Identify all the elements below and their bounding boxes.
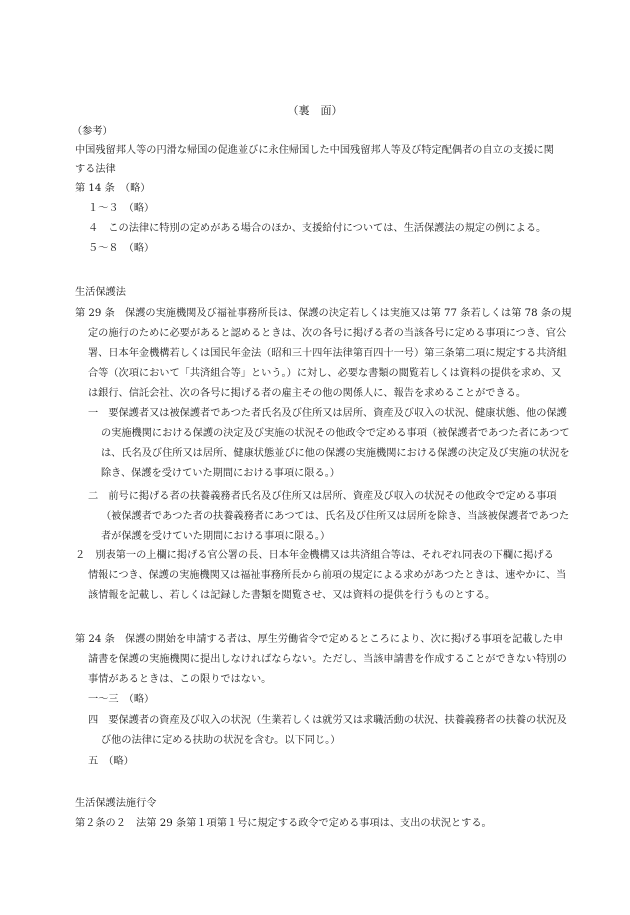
law-title: 生活保護法施行令 <box>75 798 157 809</box>
article-29-line: 第 29 条 保護の実施機関及び福祉事務所長は、保護の決定若しくは実施又は第 77 条若しくは第 78 条の規 <box>75 308 572 319</box>
article-29-line: は銀行、信託会社、次の各号に掲げる者の雇主その他の関係人に、報告を求めることができる。 <box>88 388 527 399</box>
law-title: 生活保護法 <box>75 287 126 298</box>
item-1-line: の実施機関における保護の決定及び実施の状況その他政令で定める事項（被保護者であつた者にあつて <box>101 428 570 439</box>
reference-label: （参考） <box>72 126 113 137</box>
item-2-line: 二 前号に掲げる者の扶養義務者氏名及び住所又は居所、資産及び収入の状況その他政令で定める事項 <box>88 491 557 502</box>
article-2-2: 第２条の２ 法第 29 条第１項第１号に規定する政令で定める事項は、支出の状況とする。 <box>75 818 492 829</box>
article-24-line: 第 24 条 保護の開始を申請する者は、厚生労働省令で定めるところにより、次に掲げる事項を記載した申 <box>75 634 564 645</box>
paragraph-2-line: 情報につき、保護の実施機関又は福祉事務所長から前項の規定による求めがあつたときは、速やかに、当 <box>88 570 567 581</box>
article-24-line: 請書を保護の実施機関に提出しなければならない。ただし、当該申請書を作成することができない特別の <box>88 654 567 665</box>
paragraphs-5-8: ５～８ （略） <box>88 243 155 254</box>
paragraphs-1-3: １～３ （略） <box>88 203 155 214</box>
page-heading: （裏 面） <box>287 104 343 117</box>
item-1-line: 一 要保護者又は被保護者であつた者氏名及び住所又は居所、資産及び収入の状況、健康状態、他の保護 <box>88 408 567 419</box>
article-29-line: 合等（次項において「共済組合等」という。）に対し、必要な書類の閲覧若しくは資料の提供を求め、又 <box>88 368 562 379</box>
article-29-line: 署、日本年金機構若しくは国民年金法（昭和三十四年法律第百四十一号）第三条第二項に規定する共済組 <box>88 348 567 359</box>
article-24-line: 事情があるときは、この限りではない。 <box>88 674 272 685</box>
paragraph-2-line: 該情報を記載し、若しくは記録した書類を閲覧させ、又は資料の提供を行うものとする。 <box>88 590 496 601</box>
item-1-line: 除き、保護を受けていた期間における事項に限る。） <box>101 468 340 479</box>
article-14: 第 14 条 （略） <box>75 183 151 194</box>
law-title-line: 中国残留邦人等の円滑な帰国の促進並びに永住帰国した中国残留邦人等及び特定配偶者の自立の支援に関 <box>75 145 554 156</box>
item-1-line: は、氏名及び住所又は居所、健康状態並びに他の保護の実施機関における保護の決定及び実施の状況を <box>101 448 570 459</box>
item-4-line: 四 要保護者の資産及び収入の状況（生業若しくは就労又は求職活動の状況、扶養義務者の扶養の状況及 <box>88 715 567 726</box>
item-2-line: （被保護者であつた者の扶養義務者にあつては、氏名及び住所又は居所を除き、当該被保護者であつた <box>101 511 570 522</box>
law-title-line: する法律 <box>75 164 116 175</box>
item-4-line: び他の法律に定める扶助の状況を含む。以下同じ。） <box>101 735 341 746</box>
paragraph-4: ４ この法律に特別の定めがある場合のほか、支援給付については、生活保護法の規定の例による。 <box>88 223 547 234</box>
item-2-line: 者が保護を受けていた期間における事項に限る。） <box>101 531 331 542</box>
article-29-line: 定の施行のために必要があると認めるときは、次の各号に掲げる者の当該各号に定める事項につき、官公 <box>88 328 567 339</box>
items-1-3: 一～三 （略） <box>88 694 155 705</box>
item-5: 五 （略） <box>88 756 134 767</box>
paragraph-2-line: ２ 別表第一の上欄に掲げる官公署の長、日本年金機構又は共済組合等は、それぞれ同表の下欄に掲げる <box>75 550 554 561</box>
